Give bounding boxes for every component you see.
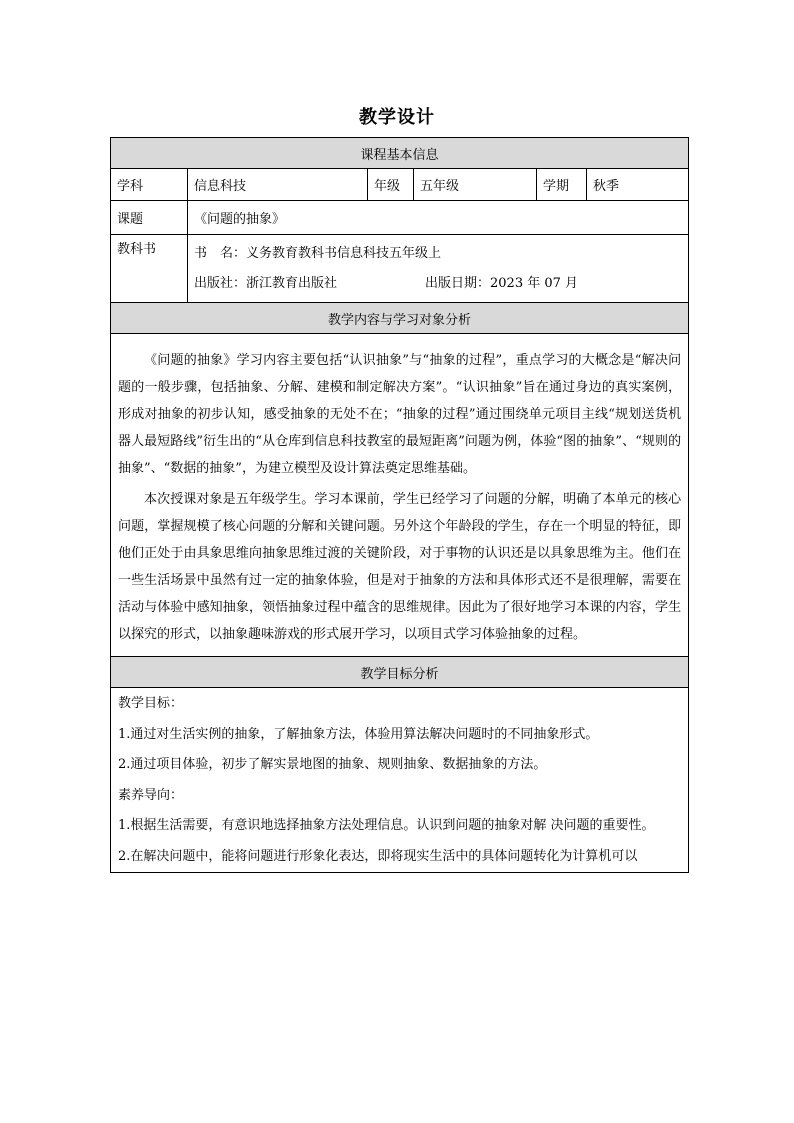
section-objectives-title: 教学目标分析 [111, 657, 689, 688]
subject-value: 信息科技 [188, 169, 368, 201]
topic-value: 《问题的抽象》 [188, 201, 689, 235]
grade-value: 五年级 [414, 169, 537, 201]
textbook-info [188, 235, 689, 303]
publish-date-text: 出版日期：2023 年 07 月 [425, 275, 579, 291]
section-basic-info-title: 课程基本信息 [111, 138, 689, 169]
lesson-plan-table [110, 137, 689, 873]
publisher-text: 出版社：浙江教育出版社 [194, 275, 338, 291]
term-label: 学期 [537, 169, 587, 201]
subject-label: 学科 [111, 169, 188, 201]
topic-label: 课题 [111, 201, 188, 235]
goal-item: 2.通过项目体验，初步了解实景地图的抽象、规则抽象、数据抽象的方法。 [118, 757, 547, 772]
section-header-row [111, 138, 689, 169]
goals-heading: 教学目标： [118, 696, 184, 711]
literacy-item: 1.根据生活需要，有意识地选择抽象方法处理信息。认识到问题的抽象对解 决问题的重要性。 [118, 818, 655, 833]
book-name-line: 书 名：义务教育教科书信息科技五年级上 [194, 245, 442, 261]
literacy-heading: 素养导向： [118, 787, 184, 803]
objectives-body [111, 688, 689, 873]
document-title: 教学设计 [359, 107, 435, 128]
content-analysis-body [111, 334, 689, 657]
content-paragraph: 《问题的抽象》学习内容主要包括“认识抽象”与“抽象的过程”，重点学习的大概念是“解决问题的一般步骤，包括抽象、分解、建模和制定解决方案”。“认识抽象”旨在通过身边的真实案例，形成对抽象的初步认知，感受抽象的无处不在；“抽象的过程”通过围绕单元项目主线“规划送货机器人最短路线”衍生出的“从仓库到信息科技教室的最短距离”问题为例，体验“图的抽象”、“规则的抽象”、“数据的抽象”，为建立模型及设计算法奠定思维基础。 [118, 353, 682, 476]
publisher-line [194, 269, 682, 299]
topic-row [111, 201, 689, 235]
subject-row [111, 169, 689, 201]
content-analysis-row [111, 334, 689, 657]
literacy-item: 2.在解决问题中，能将问题进行形象化表达，即将现实生活中的具体问题转化为计算机可以 [118, 848, 638, 864]
objectives-row [111, 688, 689, 873]
section-header-row [111, 303, 689, 334]
term-value: 秋季 [587, 169, 689, 201]
grade-label: 年级 [368, 169, 414, 201]
section-content-analysis-title: 教学内容与学习对象分析 [111, 303, 689, 334]
publisher-gap [337, 269, 425, 299]
textbook-row [111, 235, 689, 303]
section-header-row [111, 657, 689, 688]
content-paragraph: 本次授课对象是五年级学生。学习本课前，学生已经学习了问题的分解，明确了本单元的核心问题，掌握规模了核心问题的分解和关键问题。另外这个年龄段的学生，存在一个明显的特征，即他们正处于由具象思维向抽象思维过渡的关键阶段，对于事物的认识还是以具象思维为主。他们在一些生活场景中虽然有过一定的抽象体验，但是对于抽象的方法和具体形式还不是很理解，需要在活动与体验中感知抽象，领悟抽象过程中蕴含的思维规律。因此为了很好地学习本课的内容，学生以探究的形式，以抽象趣味游戏的形式展开学习，以项目式学习体验抽象的过程。 [118, 492, 682, 642]
textbook-label: 教科书 [111, 235, 188, 303]
goal-item: 1.通过对生活实例的抽象，了解抽象方法，体验用算法解决问题时的不同抽象形式。 [118, 726, 599, 742]
